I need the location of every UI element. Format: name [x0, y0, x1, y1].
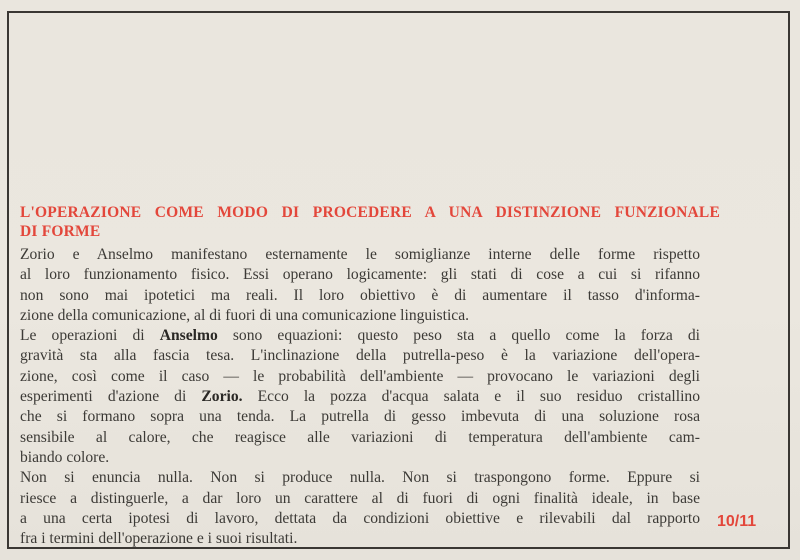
text-line: Zorio e Anselmo manifestano esternamente le somiglianze interne delle forme rispetto	[20, 246, 700, 263]
artist-name-anselmo: Anselmo	[159, 327, 218, 345]
body-text	[20, 245, 700, 549]
text-line: a una certa ipotesi di lavoro, dettata da condizioni obiettive e rilevabili dal rapporto	[20, 509, 700, 527]
text-run: sono equazioni: questo peso sta a quello come la forza di	[217, 327, 700, 345]
text-line	[20, 326, 700, 346]
paragraph-2	[20, 326, 700, 468]
paragraph-3	[20, 468, 700, 549]
text-line: gravità sta alla fascia tesa. L'inclinazione della putrella-peso è la variazione dell'opera-	[20, 347, 700, 365]
text-line: biando colore.	[20, 448, 110, 466]
page-number: 10/11	[717, 513, 757, 530]
paragraph-1	[20, 245, 700, 326]
text-line: Non si enuncia nulla. Non si produce nulla. Non si traspongono forme. Eppure si	[20, 469, 700, 487]
text-line	[20, 387, 700, 407]
text-line: al loro funzionamento fisico. Essi operano logicamente: gli stati di cose a cui si rifanno	[20, 266, 700, 284]
text-line: sensibile al calore, che reagisce alle variazioni di temperatura dell'ambiente cam-	[20, 428, 700, 446]
heading-line-2: DI FORME	[20, 223, 101, 240]
text-run: esperimenti d'azione di	[20, 388, 202, 406]
text-line: che si formano sopra una tenda. La putrella di gesso imbevuta di una soluzione rosa	[20, 408, 700, 426]
text-line: riesce a distinguerle, a dar loro un carattere al di fuori di ogni finalità ideale, in base	[20, 489, 700, 507]
heading-line-1: L'OPERAZIONE COME MODO DI PROCEDERE A UNA DISTINZIONE FUNZIONALE	[20, 204, 720, 221]
text-line: non sono mai ipotetici ma reali. Il loro obiettivo è di aumentare il tasso d'informa-	[20, 286, 700, 304]
text-run: Le operazioni di	[20, 327, 160, 345]
text-line: zione, così come il caso — le probabilità dell'ambiente — provocano le variazioni degli	[20, 367, 700, 385]
text-line: fra i termini dell'operazione e i suoi risultati.	[20, 530, 298, 548]
artist-name-zorio: Zorio.	[201, 388, 243, 406]
section-heading	[20, 203, 720, 241]
text-run: Ecco la pozza d'acqua salata e il suo residuo cristallino	[242, 388, 700, 406]
text-line: zione della comunicazione, al di fuori di una comunicazione linguistica.	[20, 306, 470, 324]
